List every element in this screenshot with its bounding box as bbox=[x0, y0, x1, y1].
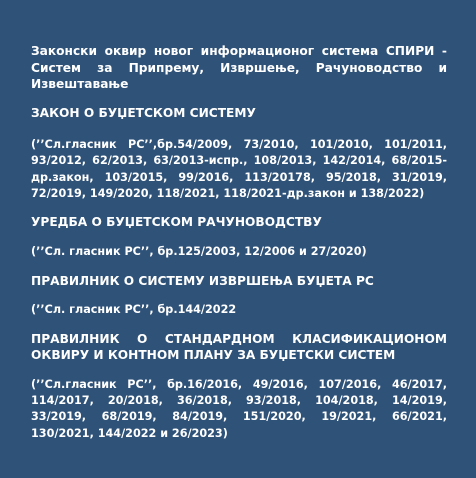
section-budget-system-law bbox=[31, 105, 447, 203]
section-references: (’’Сл.гласник РС’’,бр.54/2009, 73/2010, 101/2010, 101/2011, 93/2012, 62/2013, 63/2013-испр., 108/2013, 142/2014, 68/2015-др.закон, 103/2015, 99/2016, 113/20178, 95/2018, 31/2019, 72/2019, 149/2020, 118/2021, 118/2021-др.закон и 138/2022) bbox=[31, 138, 447, 200]
section-classification-rulebook bbox=[31, 331, 447, 442]
section-budget-execution-rulebook bbox=[31, 273, 447, 319]
section-heading: ПРАВИЛНИК О СТАНДАРДНОМ КЛАСИФИКАЦИОНОМ ОКВИРУ И КОНТНОМ ПЛАНУ ЗА БУЏЕТСКИ СИСТЕМ bbox=[31, 331, 447, 363]
section-heading: ПРАВИЛНИК О СИСТЕМУ ИЗВРШЕЊА БУЏЕТА РС bbox=[31, 273, 374, 288]
section-references: (’’Сл. гласник РС’’, бр.125/2003, 12/2006 и 27/2020) bbox=[31, 244, 367, 258]
section-heading: ЗАКОН О БУЏЕТСКОМ СИСТЕМУ bbox=[31, 105, 256, 120]
intro-text: Законски оквир новог информационог система СПИРИ - Систем за Припрему, Извршење, Рачуноводство и Извештавање bbox=[31, 44, 447, 91]
section-references: (’’Сл.гласник РС’’, бр.16/2016, 49/2016, 107/2016, 46/2017, 114/2017, 20/2018, 36/2018, 93/2018, 104/2018, 14/2019, 33/2019, 68/2019, 84/2019, 151/2020, 19/2021, 66/2021, 130/2021, 144/2022 и 26/2023) bbox=[31, 377, 447, 440]
section-heading: УРЕДБА О БУЏЕТСКОМ РАЧУНОВОДСТВУ bbox=[31, 215, 322, 230]
section-budget-accounting-decree bbox=[31, 214, 447, 260]
section-references: (’’Сл. гласник РС’’, бр.144/2022 bbox=[31, 303, 237, 317]
